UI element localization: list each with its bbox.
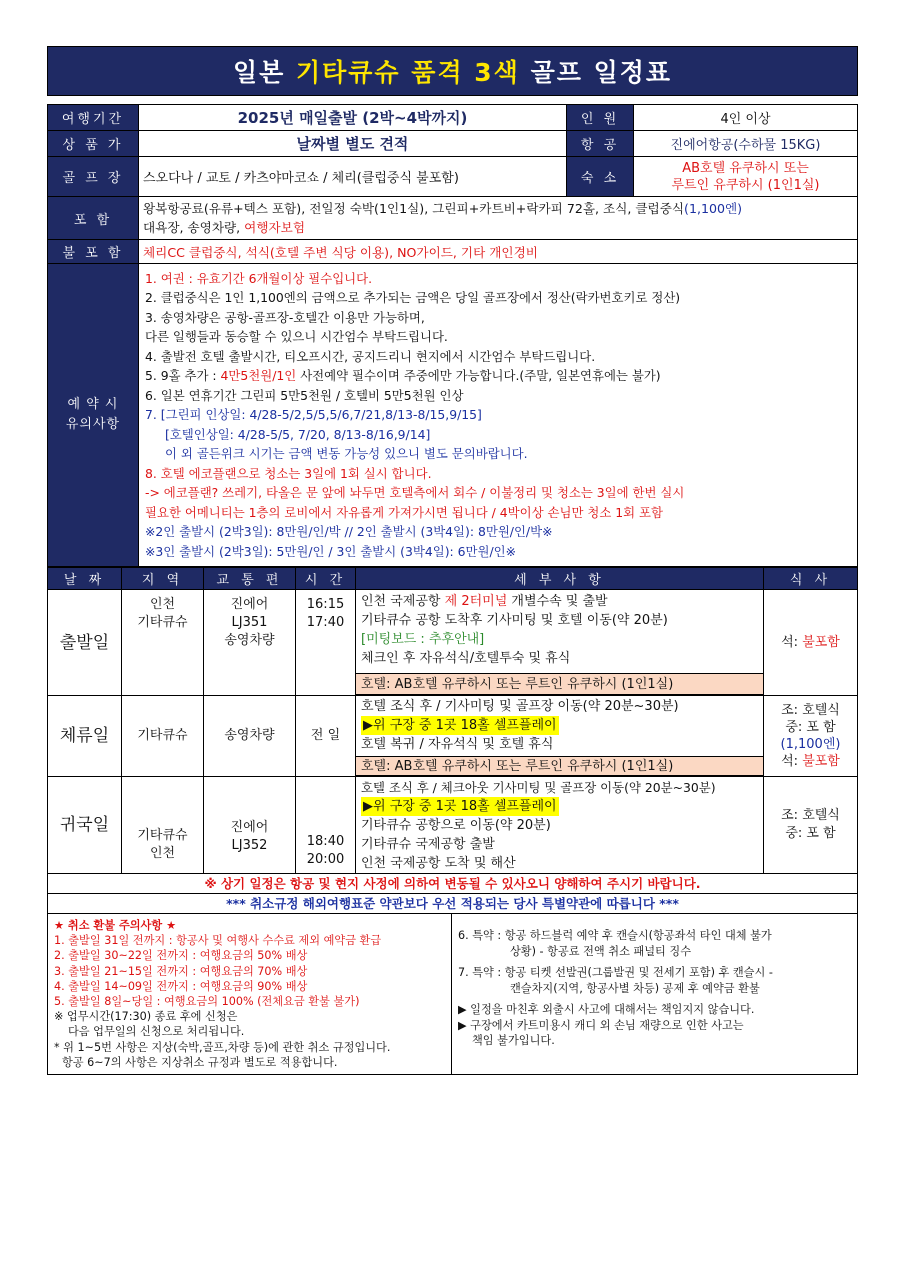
day3-meal-1: 조: 호텔식 — [781, 808, 840, 823]
day3-region-1: 기타큐슈 — [137, 828, 188, 843]
cancellation-policy-notice: *** 취소규정 해외여행표준 약관보다 우선 적용되는 당사 특별약관에 따릅니다 *** — [47, 894, 858, 914]
day2-time: 전 일 — [296, 696, 356, 777]
refund-note-4: 항공 6~7의 사항은 지상취소 규정과 별도로 적용합니다. — [62, 1055, 338, 1069]
product-label: 상 품 가 — [48, 131, 139, 157]
day1-detail-4: 체크인 후 자유석식/호텔투숙 및 휴식 — [361, 651, 571, 666]
day2-meal-2: 중: 포 함 — [785, 720, 836, 735]
day2-meal — [764, 696, 858, 777]
day1-detail-1 — [356, 592, 763, 611]
day1-transport — [204, 590, 296, 696]
note-12: ※3인 출발시 (2박3일): 5만원/인 / 3인 출발시 (3박4일): 6만원/인※ — [145, 543, 516, 559]
page-title — [47, 46, 858, 96]
note-5-a: 5. 9홀 추가 : — [145, 368, 221, 384]
day1-row — [48, 590, 858, 696]
special-term-7a: 7. 특약 : 항공 티켓 선발권(그룹발권 및 전세기 포함) 후 캔슬시 - — [458, 966, 773, 979]
title-prefix: 일본 — [232, 58, 286, 87]
people-label: 인 원 — [567, 105, 634, 131]
day3-details — [356, 777, 764, 874]
day2-row — [48, 696, 858, 777]
note-4: 4. 출발전 호텔 출발시간, 티오프시간, 공지드리니 현지에서 시간엄수 부탁드립니다. — [145, 348, 596, 364]
refund-rule-4: 4. 출발일 14~09일 전까지 : 여행요금의 90% 배상 — [54, 979, 308, 993]
notes-label — [48, 264, 139, 567]
day3-transport-2: LJ352 — [231, 838, 268, 853]
day2-detail-1: 호텔 조식 후 / 기사미팅 및 골프장 이동(약 20분~30분) — [361, 699, 679, 714]
note-7b: [호텔인상일: 4/28-5/5, 7/20, 8/13-8/16,9/14] — [165, 426, 431, 442]
golf-value: 스오다나 / 교토 / 카츠야마코쇼 / 체리(클럽중식 불포함) — [139, 157, 567, 197]
notes-content — [139, 264, 858, 567]
product-value: 날짜별 별도 견적 — [139, 131, 567, 157]
day3-transport-1: 진에어 — [230, 820, 269, 835]
refund-note-1: ※ 업무시간(17:30) 종료 후에 신청은 — [54, 1010, 238, 1024]
day3-meal-2: 중: 포 함 — [785, 826, 836, 841]
special-term-6b: 상황) - 항공료 전액 취소 패널티 징수 — [510, 944, 692, 958]
day3-transport — [204, 777, 296, 874]
special-note-3: 책임 불가입니다. — [472, 1034, 555, 1047]
exclude-value: 체리CC 클럽중식, 석식(호텔 주변 식당 이용), NO가이드, 기타 개인경비 — [139, 240, 858, 264]
note-11: ※2인 출발시 (2박3일): 8만원/인/박 // 2인 출발시 (3박4일): 8만원/인/박※ — [145, 524, 553, 540]
day2-detail-3: 호텔 복귀 / 자유석식 및 호텔 휴식 — [361, 737, 554, 752]
itinerary-document — [47, 46, 858, 1075]
day1-details — [356, 590, 764, 696]
stay-value-line1: AB호텔 유쿠하시 또는 — [682, 160, 809, 176]
golf-label: 골 프 장 — [48, 157, 139, 197]
note-10: 필요한 어메니티는 1층의 로비에서 자유롭게 가져가시면 됩니다 / 4박이상 손님만 청소 1회 포함 — [145, 504, 663, 520]
day2-meal-4-value: 불포함 — [802, 754, 840, 769]
include-insurance: 여행자보험 — [244, 220, 305, 235]
day1-terminal: 제 2터미널 — [444, 594, 508, 609]
include-text-1: 왕복항공료(유류+텍스 포함), 전일정 숙박(1인1실), 그린피+카트비+락카피 72홀, 조식, 클럽중식 — [143, 201, 685, 216]
schedule-change-notice: ※ 상기 일정은 항공 및 현지 사정에 의하여 변동될 수 있사오니 양해하여 주시기 바랍니다. — [47, 874, 858, 894]
period-label: 여행기간 — [48, 105, 139, 131]
day2-detail-2: ▶위 구장 중 1곳 18홀 셀프플레이 — [363, 718, 557, 733]
day3-meal — [764, 777, 858, 874]
day1-meal — [764, 590, 858, 696]
notes-label-1: 예 약 시 — [67, 397, 119, 412]
header-date: 날 짜 — [48, 568, 122, 590]
day3-detail-4: 기타큐슈 국제공항 출발 — [361, 837, 495, 852]
day2-meal-1: 조: 호텔식 — [781, 703, 840, 718]
day1-detail-1c: 개별수속 및 출발 — [507, 594, 608, 609]
refund-rule-2: 2. 출발일 30~22일 전까지 : 여행요금의 50% 배상 — [54, 949, 308, 963]
refund-note-3: * 위 1~5번 사항은 지상(숙박,골프,차량 등)에 관한 취소 규정입니다. — [54, 1040, 391, 1054]
air-value: 진에어항공(수하물 15KG) — [634, 131, 858, 157]
period-value: 2025년 매일출발 (2박~4박까지) — [139, 105, 567, 131]
day2-label: 체류일 — [48, 696, 122, 777]
include-lunch-price: (1,100엔) — [684, 201, 743, 216]
refund-rule-5: 5. 출발일 8일~당일 : 여행요금의 100% (전체요금 환불 불가) — [54, 995, 360, 1009]
header-meals: 식 사 — [764, 568, 858, 590]
day3-region-2: 인천 — [149, 846, 176, 861]
day1-detail-2: 기타큐슈 공항 도착후 기사미팅 및 호텔 이동(약 20분) — [361, 613, 668, 628]
note-2: 2. 클럽중식은 1인 1,100엔의 금액으로 추가되는 금액은 당일 골프장에서 정산(락카번호키로 정산) — [145, 290, 681, 306]
stay-value-line2: 루트인 유쿠하시 (1인1실) — [671, 177, 820, 193]
day1-transport-1: 진에어 — [230, 597, 269, 612]
note-6: 6. 일본 연휴기간 그린피 5만5천원 / 호텔비 5만5천원 인상 — [145, 387, 464, 403]
special-note-1: ▶ 일정을 마친후 외출시 사고에 대해서는 책임지지 않습니다. — [458, 1003, 755, 1016]
air-label: 항 공 — [567, 131, 634, 157]
header-time: 시 간 — [296, 568, 356, 590]
day2-transport: 송영차량 — [204, 696, 296, 777]
stay-value — [634, 157, 858, 197]
day2-meal-4-label: 석: — [781, 754, 803, 769]
day3-detail-1: 호텔 조식 후 / 체크아웃 기사미팅 및 골프장 이동(약 20분~30분) — [361, 780, 716, 795]
day1-detail-3: [미팅보드 : 추후안내] — [361, 632, 485, 647]
day2-detail-2-wrap — [356, 716, 763, 735]
special-term-7b: 캔슬차지(지역, 항공사별 차등) 공제 후 예약금 환불 — [510, 981, 760, 995]
include-text-2: 대욕장, 송영차량, — [143, 220, 245, 235]
day3-time-2: 20:00 — [306, 852, 345, 867]
day3-region — [122, 777, 204, 874]
refund-note-2: 다음 업무일의 신청으로 처리됩니다. — [68, 1025, 245, 1039]
note-3b: 다른 일행들과 동승할 수 있으니 시간엄수 부탁드립니다. — [145, 329, 448, 345]
note-5-c: 사전예약 필수이며 주중에만 가능합니다.(주말, 일본연휴에는 불가) — [296, 368, 661, 384]
day2-details — [356, 696, 764, 777]
notes-label-2: 유의사항 — [65, 417, 121, 432]
header-region: 지 역 — [122, 568, 204, 590]
day1-meal-label: 석: — [781, 634, 803, 650]
note-3a: 3. 송영차량은 공항-골프장-호텔간 이용만 가능하며, — [145, 309, 425, 325]
day3-time — [296, 777, 356, 874]
note-1: 1. 여권 : 유효기간 6개월이상 필수입니다. — [145, 270, 373, 286]
day1-hotel: 호텔: AB호텔 유쿠하시 또는 루트인 유쿠하시 (1인1실) — [356, 673, 763, 695]
day1-transport-2: LJ351 — [231, 615, 268, 630]
day1-transport-3: 송영차량 — [224, 633, 275, 648]
day1-label: 출발일 — [48, 590, 122, 696]
title-suffix: 골프 일정표 — [530, 58, 673, 87]
refund-rule-3: 3. 출발일 21~15일 전까지 : 여행요금의 70% 배상 — [54, 964, 308, 978]
note-7a: 7. [그린피 인상일: 4/28-5/2,5/5,5/6,7/21,8/13-8/15,9/15] — [145, 407, 482, 423]
day2-region: 기타큐슈 — [122, 696, 204, 777]
note-8: 8. 호텔 에코플랜으로 청소는 3일에 1회 실시 합니다. — [145, 465, 432, 481]
include-value — [139, 197, 858, 240]
day1-detail-1a: 인천 국제공항 — [361, 594, 445, 609]
cancellation-section — [47, 914, 858, 1075]
day1-time-1: 16:15 — [306, 597, 345, 612]
day3-time-1: 18:40 — [306, 834, 345, 849]
day3-label: 귀국일 — [48, 777, 122, 874]
day1-meal-value: 불포함 — [802, 634, 840, 650]
special-note-2: ▶ 구장에서 카트미용시 캐디 외 손님 재량으로 인한 사고는 — [458, 1018, 744, 1032]
refund-rule-1: 1. 출발일 31일 전까지 : 항공사 및 여행사 수수료 제외 예약금 환급 — [54, 934, 382, 948]
info-table — [47, 104, 858, 567]
day1-time-2: 17:40 — [306, 615, 345, 630]
people-value: 4인 이상 — [634, 105, 858, 131]
day1-region-2: 기타큐슈 — [137, 615, 188, 630]
day1-time — [296, 590, 356, 696]
note-5 — [145, 366, 851, 386]
header-transport: 교 통 편 — [204, 568, 296, 590]
note-5-price: 4만5천원/1인 — [220, 368, 297, 384]
exclude-label: 불 포 함 — [48, 240, 139, 264]
refund-rules — [48, 914, 452, 1074]
schedule-table — [47, 567, 858, 874]
special-term-6a: 6. 특약 : 항공 하드블럭 예약 후 캔슬시(항공좌석 타인 대체 불가 — [458, 929, 772, 942]
note-9: -> 에코플랜? 쓰레기, 타올은 문 앞에 놔두면 호텔측에서 회수 / 이불정리 및 청소는 3일에 한번 실시 — [145, 485, 685, 501]
day1-region-1: 인천 — [149, 597, 176, 612]
stay-label: 숙 소 — [567, 157, 634, 197]
day2-meal-4 — [768, 753, 853, 770]
header-details: 세 부 사 항 — [356, 568, 764, 590]
title-highlight: 기타큐슈 품격 3색 — [295, 58, 520, 87]
refund-title: ★ 취소 환불 주의사항 ★ — [54, 919, 177, 932]
day2-meal-3: (1,100엔) — [780, 737, 841, 752]
special-terms — [452, 914, 857, 1074]
day3-detail-3: 기타큐슈 공항으로 이동(약 20분) — [361, 818, 551, 833]
day1-region — [122, 590, 204, 696]
day3-row — [48, 777, 858, 874]
day3-detail-2: ▶위 구장 중 1곳 18홀 셀프플레이 — [363, 799, 557, 814]
day3-detail-2-wrap — [356, 797, 763, 816]
note-7c: 이 외 골든위크 시기는 금액 변동 가능성 있으니 별도 문의바랍니다. — [165, 446, 528, 462]
day2-hotel: 호텔: AB호텔 유쿠하시 또는 루트인 유쿠하시 (1인1실) — [356, 756, 763, 776]
day3-detail-5: 인천 국제공항 도착 및 해산 — [361, 856, 516, 871]
include-label: 포 함 — [48, 197, 139, 240]
